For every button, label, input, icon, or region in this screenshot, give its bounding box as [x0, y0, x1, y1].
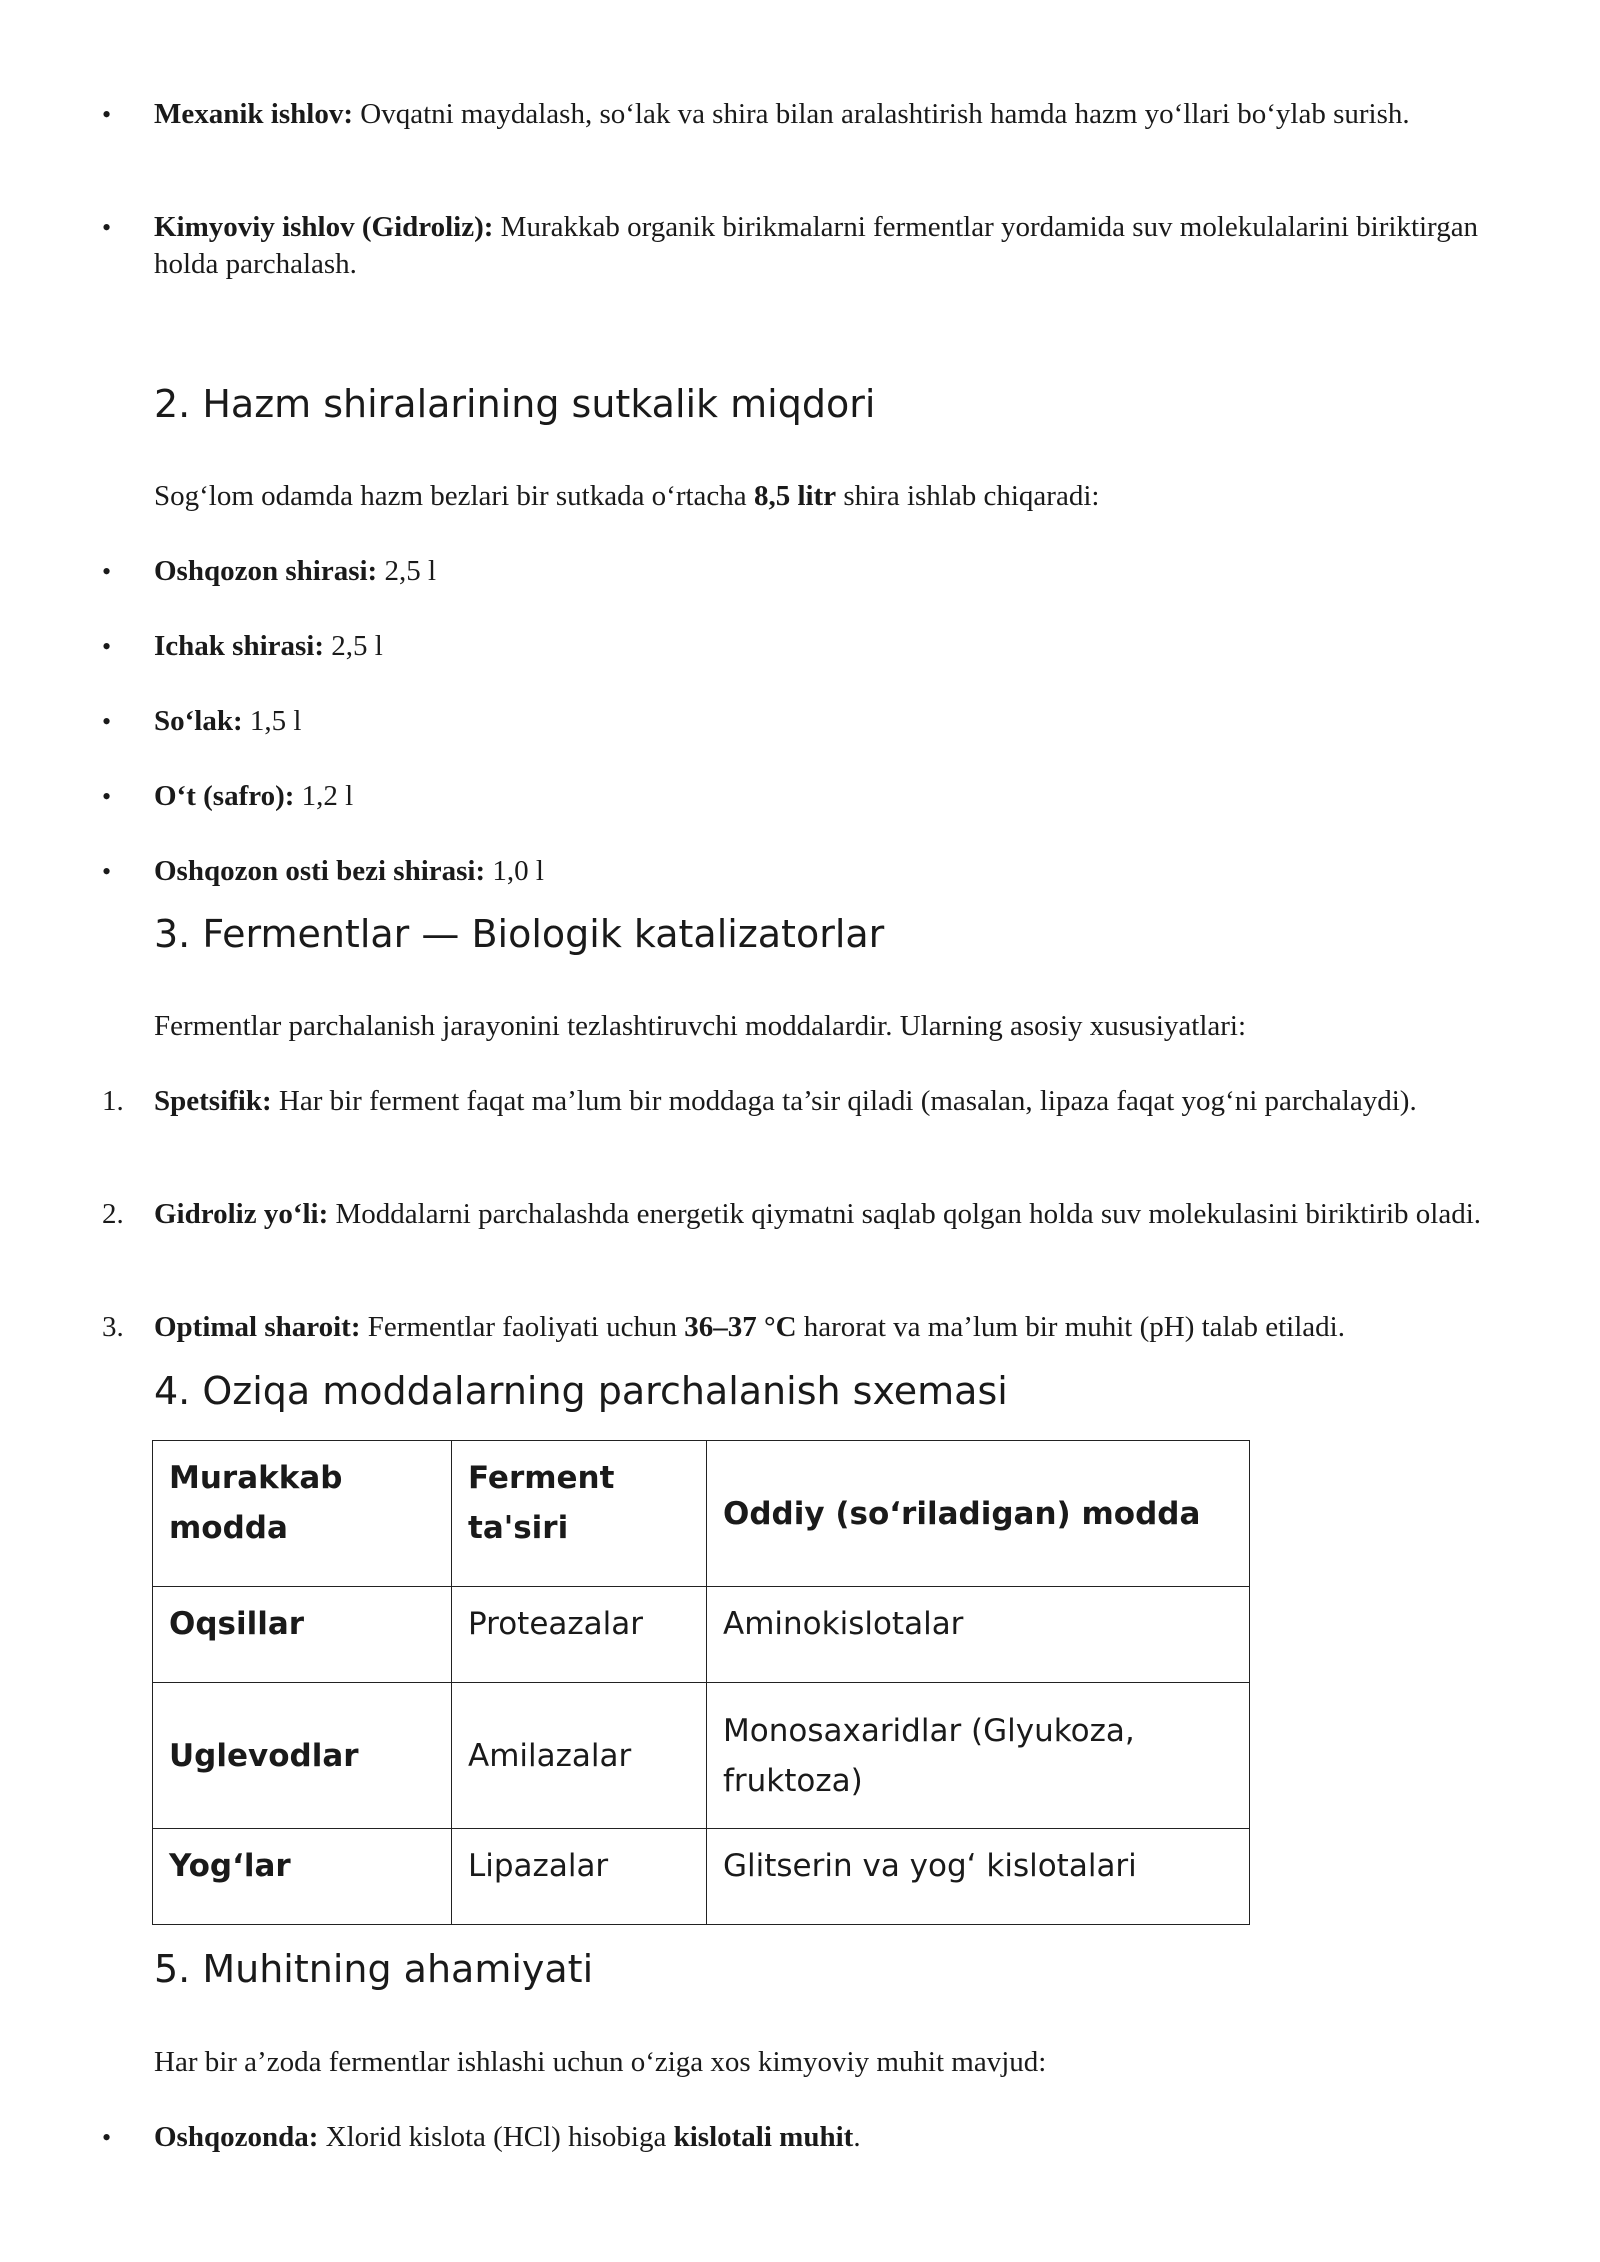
- list-item-text: 1,2 l: [294, 780, 354, 812]
- paragraph: Har bir a’zoda fermentlar ishlashi uchun o‘ziga xos kimyoviy muhit mavjud:: [154, 2046, 1047, 2078]
- bullet-marker: •: [102, 857, 112, 886]
- list-item-term: Kimyoviy ishlov (Gidroliz):: [154, 211, 494, 243]
- section-heading: 5. Muhitning ahamiyati: [154, 1947, 594, 1991]
- table-cell: Aminokislotalar: [707, 1587, 1250, 1683]
- bullet-marker: •: [102, 557, 112, 586]
- table-cell: Glitserin va yog‘ kislotalari: [707, 1829, 1250, 1925]
- table-header-row: [153, 1441, 1250, 1587]
- list-item-text: 2,5 l: [377, 555, 437, 587]
- list-number: 1.: [102, 1085, 124, 1117]
- list-item: [102, 778, 1494, 815]
- bullet-marker: •: [102, 632, 112, 661]
- list-item: [102, 2119, 1494, 2156]
- bullet-marker: •: [102, 2123, 112, 2152]
- list-item: [102, 628, 1494, 665]
- table-row: [153, 1829, 1250, 1925]
- table-row: [153, 1587, 1250, 1683]
- table-header-cell: Ferment ta'siri: [452, 1441, 707, 1587]
- list-item-text: harorat va ma’lum bir muhit (pH) talab etiladi.: [796, 1311, 1345, 1343]
- table-row: [153, 1683, 1250, 1829]
- table-cell: Lipazalar: [452, 1829, 707, 1925]
- section-heading: 3. Fermentlar — Biologik katalizatorlar: [154, 912, 885, 956]
- table-cell: Uglevodlar: [153, 1683, 452, 1829]
- table-header-cell: Murakkab modda: [153, 1441, 452, 1587]
- table-cell: Yog‘lar: [153, 1829, 452, 1925]
- table-cell: Monosaxaridlar (Glyukoza, fruktoza): [707, 1683, 1250, 1829]
- list-item: [102, 1196, 1494, 1233]
- list-number: 2.: [102, 1198, 124, 1230]
- list-item: [102, 853, 1494, 890]
- list-item-term: O‘t (safro):: [154, 780, 295, 812]
- list-item-text: 1,0 l: [485, 855, 544, 887]
- list-number: 3.: [102, 1311, 124, 1343]
- list-item: [102, 209, 1494, 283]
- list-item-term: So‘lak:: [154, 705, 243, 737]
- list-item-text: .: [853, 2121, 861, 2153]
- list-item: [102, 703, 1494, 740]
- list-item-text: Har bir ferment faqat ma’lum bir moddaga ta’sir qiladi (masalan, lipaza faqat yog‘ni parchalaydi).: [271, 1085, 1417, 1117]
- list-item-text: Xlorid kislota (HCl) hisobiga: [318, 2121, 674, 2153]
- list-item: [102, 96, 1494, 133]
- list-item-text: 2,5 l: [324, 630, 383, 662]
- table-header-cell: Oddiy (so‘riladigan) modda: [707, 1441, 1250, 1587]
- bullet-marker: •: [102, 100, 112, 129]
- paragraph-bold: 8,5 litr: [753, 480, 837, 512]
- list-item-term: Mexanik ishlov:: [154, 98, 353, 130]
- table-cell: Amilazalar: [452, 1683, 707, 1829]
- list-item: [102, 553, 1494, 590]
- bullet-marker: •: [102, 782, 112, 811]
- paragraph-text: Sog‘lom odamda hazm bezlari bir sutkada o‘rtacha: [154, 480, 754, 512]
- table-cell: Oqsillar: [153, 1587, 452, 1683]
- paragraph: [154, 478, 1494, 515]
- list-item-term: Optimal sharoit:: [154, 1311, 361, 1343]
- list-item-text: Ovqatni maydalash, so‘lak va shira bilan aralashtirish hamda hazm yo‘llari bo‘ylab surish.: [353, 98, 1410, 130]
- list-item-bold: kislotali muhit: [673, 2121, 854, 2153]
- section-heading: 2. Hazm shiralarining sutkalik miqdori: [154, 382, 876, 426]
- list-item-term: Oshqozon osti bezi shirasi:: [154, 855, 486, 887]
- list-item: [102, 1083, 1494, 1120]
- list-item-term: Ichak shirasi:: [154, 630, 325, 662]
- decomposition-table: [152, 1440, 1250, 1925]
- list-item-text: Murakkab organik birikmalarni fermentlar yordamida suv molekulalarini biriktirgan holda parchalash.: [154, 211, 1479, 280]
- list-item-text: Moddalarni parchalashda energetik qiymatni saqlab qolgan holda suv molekulasini biriktirib oladi.: [328, 1198, 1482, 1230]
- list-item: [102, 1309, 1494, 1346]
- list-item-term: Oshqozon shirasi:: [154, 555, 378, 587]
- list-item-text: 1,5 l: [242, 705, 302, 737]
- list-item-text: Fermentlar faoliyati uchun: [360, 1311, 685, 1343]
- bullet-marker: •: [102, 213, 112, 242]
- paragraph: Fermentlar parchalanish jarayonini tezlashtiruvchi moddalardir. Ularning asosiy xususiyatlari:: [154, 1010, 1247, 1042]
- table-cell: Proteazalar: [452, 1587, 707, 1683]
- list-item-bold: 36–37 °C: [684, 1311, 797, 1343]
- bullet-marker: •: [102, 707, 112, 736]
- list-item-term: Spetsifik:: [154, 1085, 272, 1117]
- paragraph-text: shira ishlab chiqaradi:: [836, 480, 1100, 512]
- list-item-term: Gidroliz yo‘li:: [154, 1198, 329, 1230]
- section-heading: 4. Oziqa moddalarning parchalanish sxemasi: [154, 1369, 1008, 1413]
- list-item-term: Oshqozonda:: [154, 2121, 319, 2153]
